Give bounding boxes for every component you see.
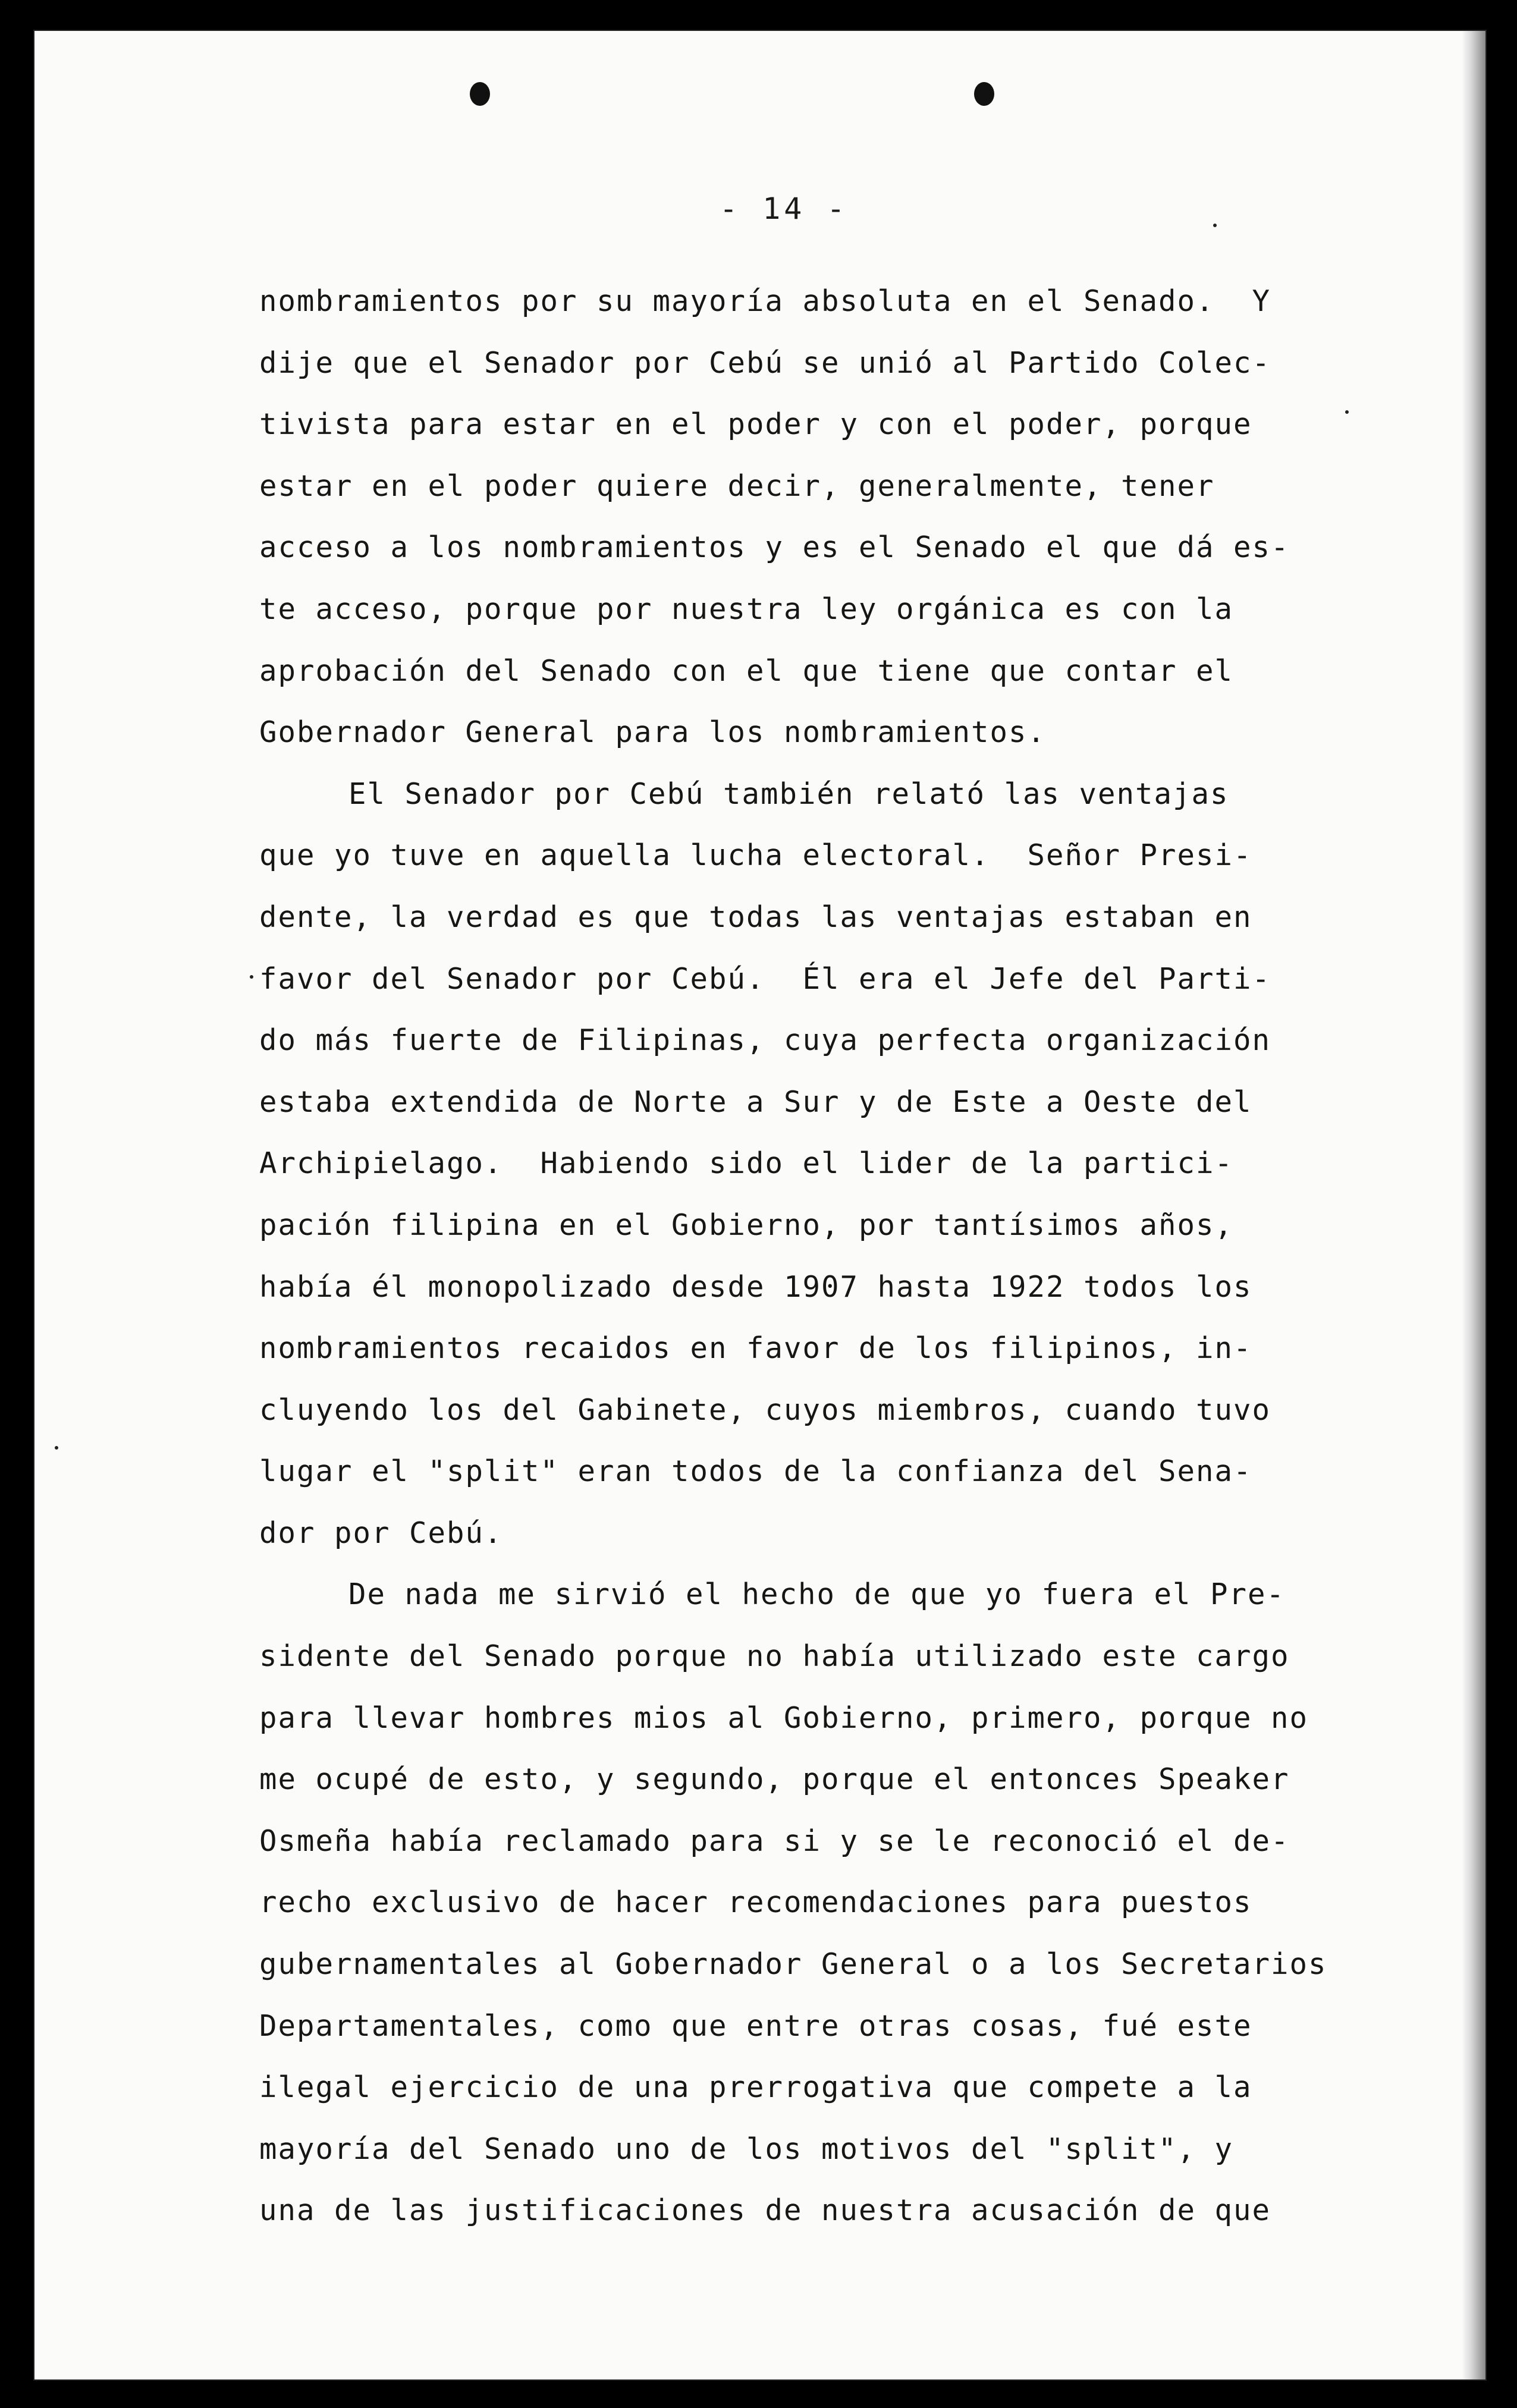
page-number: - 14 - (720, 191, 849, 226)
text-line: nombramientos por su mayoría absoluta en el Senado. Y (259, 284, 1271, 318)
text-line: pación filipina en el Gobierno, por tantísimos años, (259, 1208, 1234, 1242)
typed-text-body (259, 271, 1365, 2242)
text-line: me ocupé de esto, y segundo, porque el entonces Speaker (259, 1762, 1290, 1797)
text-line: dente, la verdad es que todas las ventajas estaban en (259, 900, 1252, 934)
text-line: Osmeña había reclamado para si y se le reconoció el de- (259, 1824, 1290, 1858)
text-line: sidente del Senado porque no había utilizado este cargo (259, 1639, 1290, 1674)
paragraph-1 (259, 271, 1365, 763)
text-line: dije que el Senador por Cebú se unió al Partido Colec- (259, 345, 1271, 380)
text-line: lugar el "split" eran todos de la confianza del Sena- (259, 1454, 1252, 1489)
text-line: te acceso, porque por nuestra ley orgánica es con la (259, 592, 1234, 626)
text-line: cluyendo los del Gabinete, cuyos miembros, cuando tuvo (259, 1392, 1271, 1427)
text-line: favor del Senador por Cebú. Él era el Jefe del Parti- (259, 961, 1271, 996)
text-line: Gobernador General para los nombramientos. (259, 715, 1047, 750)
text-line: estar en el poder quiere decir, generalmente, tener (259, 469, 1215, 503)
text-line: estaba extendida de Norte a Sur y de Este a Oeste del (259, 1084, 1252, 1119)
text-line: aprobación del Senado con el que tiene que contar el (259, 653, 1234, 688)
ink-speck (55, 1446, 58, 1450)
text-line: dor por Cebú. (259, 1516, 503, 1550)
ink-speck (1213, 224, 1217, 227)
paragraph-2 (259, 763, 1365, 1564)
page-edge-shadow (1462, 31, 1485, 2379)
text-line: acceso a los nombramientos y es el Senado el que dá es- (259, 530, 1290, 565)
text-line: nombramientos recaidos en favor de los filipinos, in- (259, 1331, 1252, 1366)
text-line: gubernamentales al Gobernador General o a los Secretarios (259, 1947, 1327, 1982)
text-line: Departamentales, como que entre otras cosas, fué este (259, 2008, 1252, 2043)
text-line: do más fuerte de Filipinas, cuya perfecta organización (259, 1023, 1271, 1058)
text-line: recho exclusivo de hacer recomendaciones para puestos (259, 1885, 1252, 1920)
punch-hole-right (974, 82, 994, 106)
text-line: mayoría del Senado uno de los motivos del "split", y (259, 2132, 1234, 2166)
text-line: había él monopolizado desde 1907 hasta 1922 todos los (259, 1269, 1252, 1304)
text-line: que yo tuve en aquella lucha electoral. Señor Presi- (259, 838, 1252, 873)
text-line: una de las justificaciones de nuestra acusación de que (259, 2193, 1271, 2228)
text-line: ilegal ejercicio de una prerrogativa que compete a la (259, 2070, 1252, 2105)
text-line: para llevar hombres mios al Gobierno, primero, porque no (259, 1700, 1309, 1735)
text-line: Archipielago. Habiendo sido el lider de la partici- (259, 1146, 1234, 1181)
text-line: tivista para estar en el poder y con el poder, porque (259, 407, 1252, 442)
paragraph-3 (259, 1564, 1365, 2242)
ink-speck (250, 975, 253, 979)
text-line: El Senador por Cebú también relató las ventajas (348, 777, 1229, 811)
punch-hole-left (470, 82, 490, 106)
text-line: De nada me sirvió el hecho de que yo fuera el Pre- (348, 1577, 1286, 1612)
